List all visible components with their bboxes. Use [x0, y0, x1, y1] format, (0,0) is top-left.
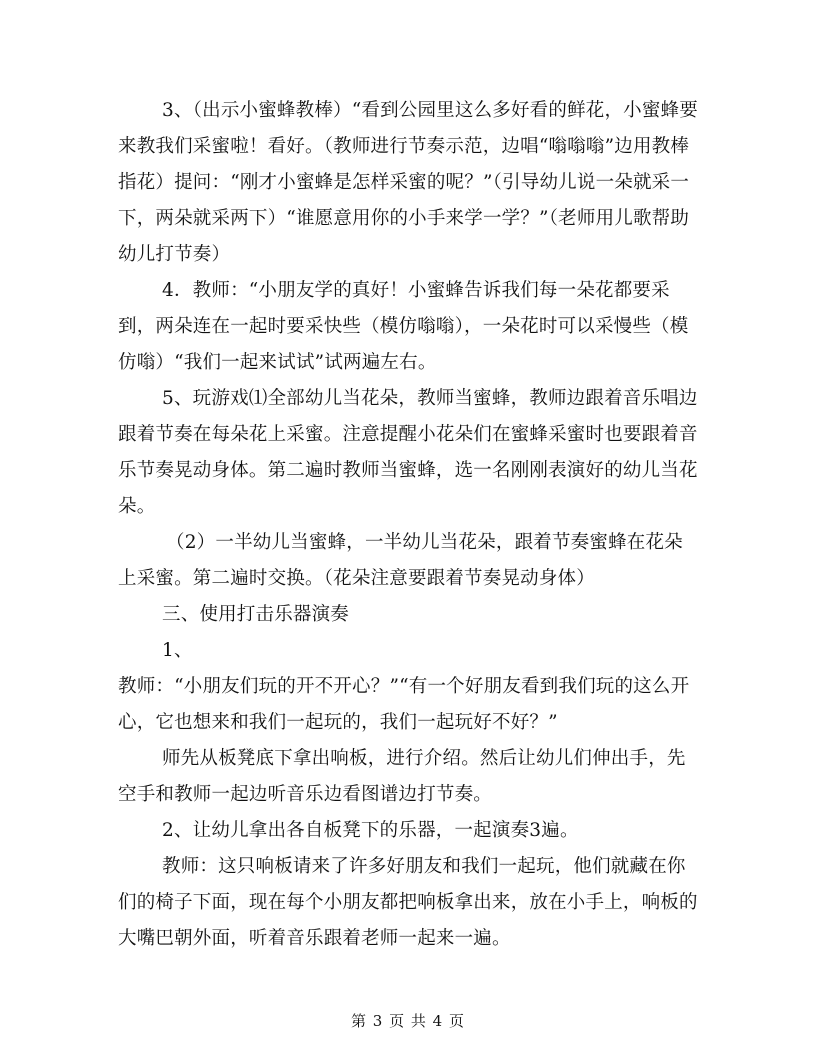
paragraph-castanets-intro: 师先从板凳底下拿出响板，进行介绍。然后让幼儿们伸出手，先空手和教师一起边听音乐边看图谱边打节奏。 [118, 748, 686, 805]
paragraph-teacher-castanets: 教师：这只响板请来了许多好朋友和我们一起玩，他们就藏在你们的椅子下面，现在每个小朋友都把响板拿出来，放在小手上，响板的大嘴巴朝外面，听着音乐跟着老师一起来一遍。 [118, 856, 698, 949]
paragraph-item-1: 1、 [162, 640, 193, 661]
paragraph-step-3: 3、（出示小蜜蜂教棒）“看到公园里这么多好看的鲜花，小蜜蜂要来教我们采蜜啦！看好。（教师进行节奏示范，边唱“嗡嗡嗡”边用教棒指花）提问：“刚才小蜜蜂是怎样采蜜的呢？”（引导幼儿说一朵就采一下，两朵就采两下）“谁愿意用你的小手来学一学？”（老师用儿歌帮助幼儿打节奏） [118, 100, 698, 265]
paragraph-step-5-part-2: （2）一半幼儿当蜜蜂，一半幼儿当花朵，跟着节奏蜜蜂在花朵上采蜜。第二遍时交换。（花朵注意要跟着节奏晃动身体） [118, 532, 683, 589]
paragraph-item-2: 2、让幼儿拿出各自板凳下的乐器，一起演奏3遍。 [162, 820, 579, 841]
paragraph-teacher-question: 教师：“小朋友们玩的开不开心？”“有一个好朋友看到我们玩的这么开心，它也想来和我们一起玩的，我们一起玩好不好？” [118, 676, 690, 733]
paragraph-step-5: 5、玩游戏⑴全部幼儿当花朵，教师当蜜蜂，教师边跟着音乐唱边跟着节奏在每朵花上采蜜。注意提醒小花朵们在蜜蜂采蜜时也要跟着音乐节奏晃动身体。第二遍时教师当蜜蜂，选一名刚刚表演好的幼儿当花朵。 [118, 388, 698, 517]
paragraph-step-4: 4．教师：“小朋友学的真好！小蜜蜂告诉我们每一朵花都要采到，两朵连在一起时要采快些（模仿嗡嗡），一朵花时可以采慢些（模仿嗡）“我们一起来试试”试两遍左右。 [118, 280, 689, 373]
section-heading-3: 三、使用打击乐器演奏 [162, 604, 350, 625]
page-number-footer: 第 3 页 共 4 页 [351, 1012, 465, 1030]
